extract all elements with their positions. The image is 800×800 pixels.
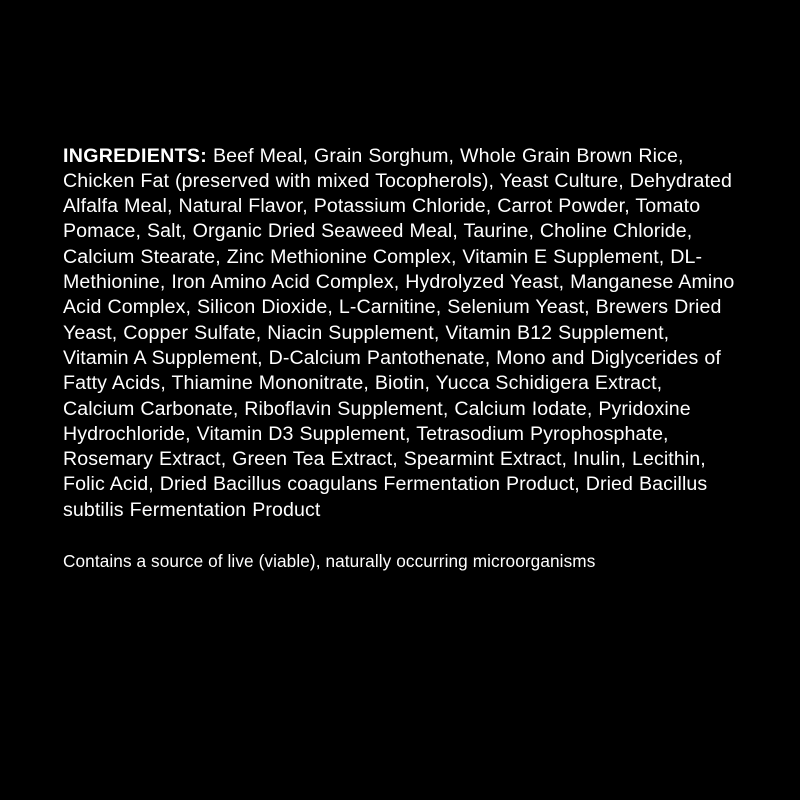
content-column xyxy=(63,124,735,590)
probiotic-note: Contains a source of live (viable), naturally occurring microorganisms xyxy=(63,551,596,572)
ingredients-heading: INGREDIENTS: xyxy=(63,144,208,167)
ingredients-paragraph xyxy=(63,144,735,523)
ingredients-list: Beef Meal, Grain Sorghum, Whole Grain Brown Rice, Chicken Fat (preserved with mixed Tocopherols), Yeast Culture, Dehydrated Alfalfa Meal, Natural Flavor, Potassium Chloride, Carrot Powder, Tomato Pomace, Salt, Organic Dried Seaweed Meal, Taurine, Choline Chloride, Calcium Stearate, Zinc Methionine Complex, Vitamin E Supplement, DL-Methionine, Iron Amino Acid Complex, Hydrolyzed Yeast, Manganese Amino Acid Complex, Silicon Dioxide, L-Carnitine, Selenium Yeast, Brewers Dried Yeast, Copper Sulfate, Niacin Supplement, Vitamin B12 Supplement, Vitamin A Supplement, D-Calcium Pantothenate, Mono and Diglycerides of Fatty Acids, Thiamine Mononitrate, Biotin, Yucca Schidigera Extract, Calcium Carbonate, Riboflavin Supplement, Calcium Iodate, Pyridoxine Hydrochloride, Vitamin D3 Supplement, Tetrasodium Pyrophosphate, Rosemary Extract, Green Tea Extract, Spearmint Extract, Inulin, Lecithin, Folic Acid, Dried Bacillus coagulans Fermentation Product, Dried Bacillus subtilis Fermentation Product xyxy=(63,144,735,521)
